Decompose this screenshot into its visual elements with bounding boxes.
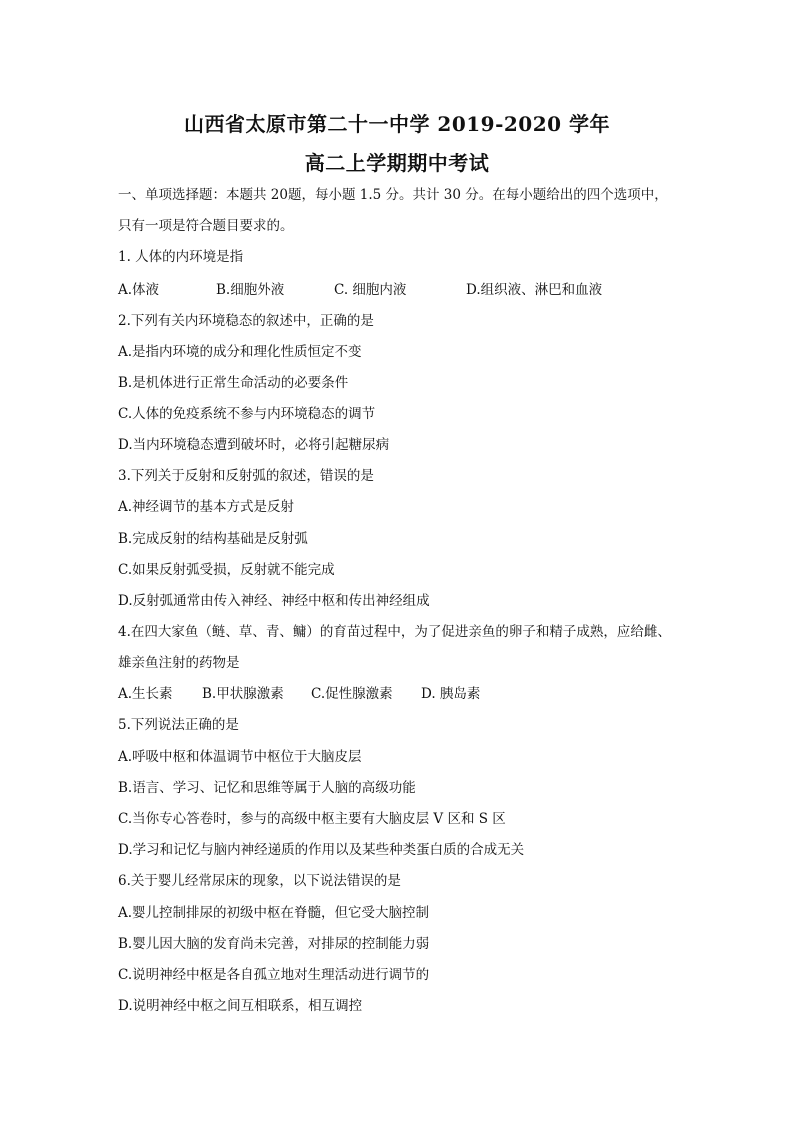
question-6-option-b: B.婴儿因大脑的发育尚未完善，对排尿的控制能力弱 (118, 936, 430, 952)
exam-title: 山西省太原市第二十一中学 2019-2020 学年 (183, 112, 611, 136)
question-3-option-b: B.完成反射的结构基础是反射弧 (118, 531, 308, 547)
question-4-option-a: A.生长素 (118, 686, 173, 702)
question-4-stem-continued: 雄亲鱼注射的药物是 (118, 655, 240, 671)
question-1-option-c: C. 细胞内液 (334, 282, 407, 298)
question-3-option-c: C.如果反射弧受损，反射就不能完成 (118, 562, 335, 578)
question-2-option-b: B.是机体进行正常生命活动的必要条件 (118, 375, 349, 391)
question-6-option-c: C.说明神经中枢是各自孤立地对生理活动进行调节的 (118, 967, 430, 983)
question-6-option-d: D.说明神经中枢之间互相联系，相互调控 (118, 998, 363, 1014)
question-3-option-d: D.反射弧通常由传入神经、神经中枢和传出神经组成 (118, 593, 430, 609)
question-5-stem: 5.下列说法正确的是 (118, 717, 239, 733)
question-2-option-a: A.是指内环境的成分和理化性质恒定不变 (118, 344, 362, 360)
question-1-options (118, 281, 678, 299)
question-1-option-a: A.体液 (118, 282, 160, 298)
question-2-option-c: C.人体的免疫系统不参与内环境稳态的调节 (118, 406, 376, 422)
section-heading: 一、单项选择题：本题共 20题，每小题 1.5 分。共计 30 分。在每小题给出的四个选项中， (118, 187, 668, 203)
question-5-option-b: B.语言、学习、记忆和思维等属于人脑的高级功能 (118, 780, 416, 796)
question-5-option-d: D.学习和记忆与脑内神经递质的作用以及某些种类蛋白质的合成无关 (118, 842, 525, 858)
question-3-option-a: A.神经调节的基本方式是反射 (118, 499, 295, 515)
question-3-stem: 3.下列关于反射和反射弧的叙述，错误的是 (118, 468, 374, 484)
question-4-option-d: D. 胰岛素 (421, 686, 481, 702)
question-4-option-b: B.甲状腺激素 (202, 686, 284, 702)
question-6-stem: 6.关于婴儿经常尿床的现象，以下说法错误的是 (118, 873, 401, 889)
question-2-option-d: D.当内环境稳态遭到破坏时，必将引起糖尿病 (118, 437, 390, 453)
question-4-option-c: C.促性腺激素 (311, 686, 393, 702)
exam-subtitle: 高二上学期期中考试 (304, 151, 490, 175)
question-5-option-a: A.呼吸中枢和体温调节中枢位于大脑皮层 (118, 749, 362, 765)
question-4-stem: 4.在四大家鱼（鲢、草、青、鳙）的育苗过程中，为了促进亲鱼的卵子和精子成熟，应给雌、 (118, 624, 671, 640)
section-heading-continued: 只有一项是符合题目要求的。 (118, 218, 294, 234)
question-1-stem: 1. 人体的内环境是指 (118, 249, 244, 265)
question-5-option-c: C.当你专心答卷时，参与的高级中枢主要有大脑皮层 V 区和 S 区 (118, 811, 506, 827)
question-1-option-d: D.组织液、淋巴和血液 (466, 282, 603, 298)
question-1-option-b: B.细胞外液 (216, 282, 285, 298)
question-4-options (118, 685, 538, 703)
question-6-option-a: A.婴儿控制排尿的初级中枢在脊髓，但它受大脑控制 (118, 905, 430, 921)
question-2-stem: 2.下列有关内环境稳态的叙述中，正确的是 (118, 313, 374, 329)
